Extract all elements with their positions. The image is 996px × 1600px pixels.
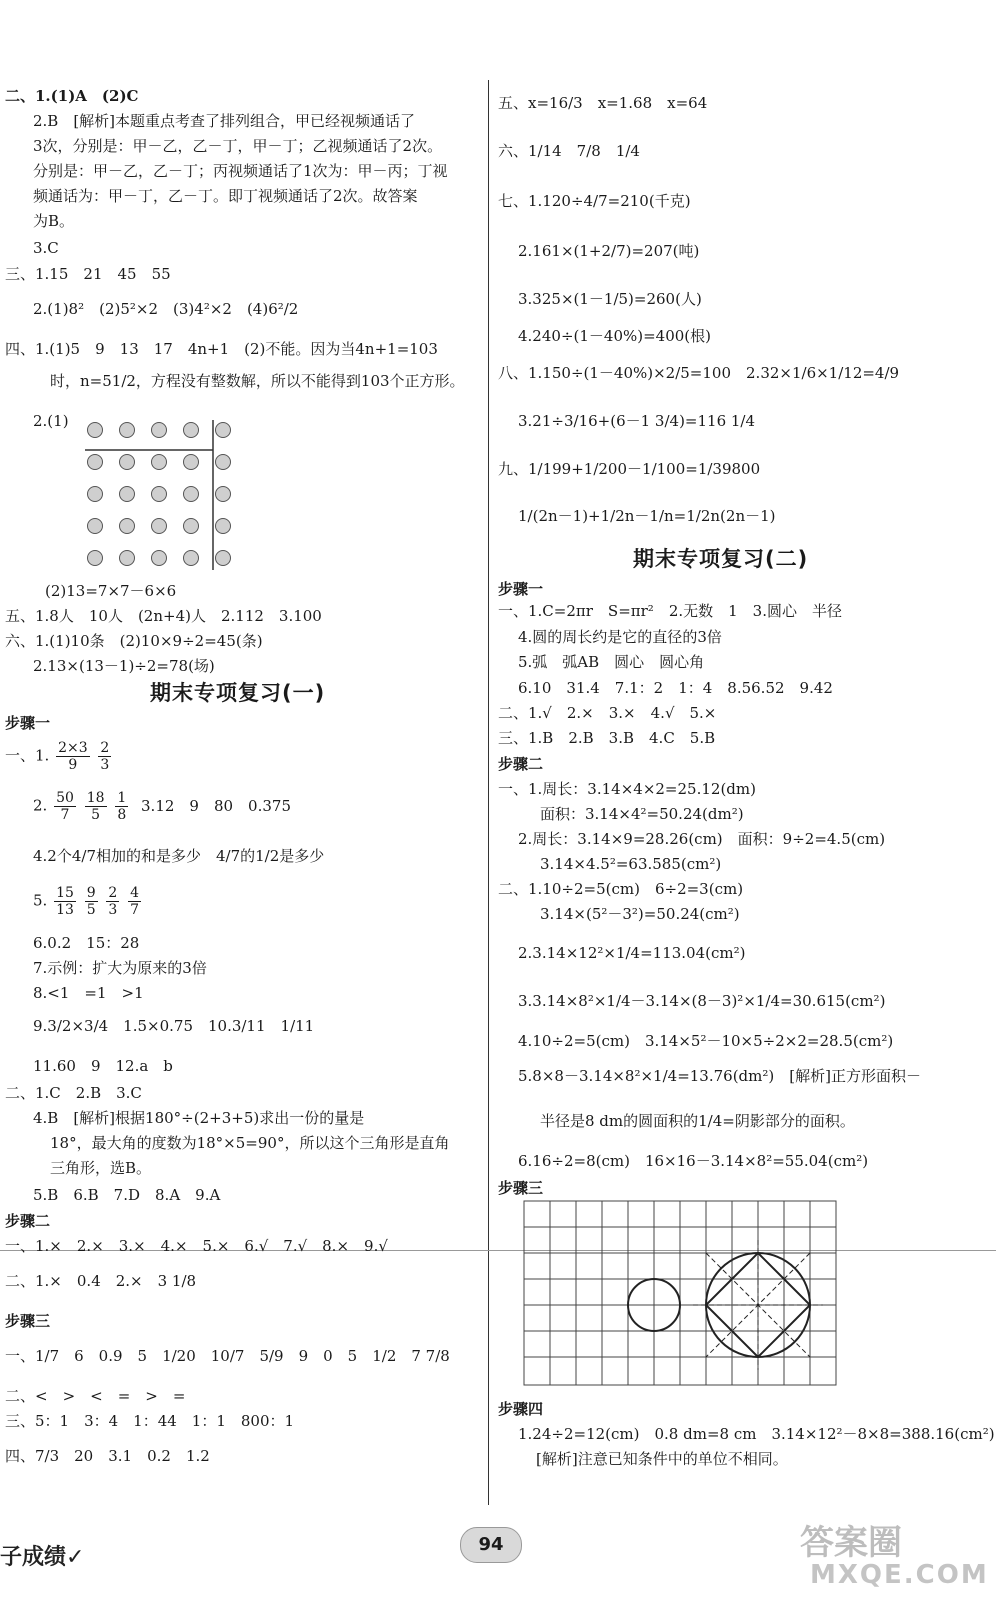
fraction: $\frac{9}{5}$ [86, 885, 96, 918]
dot [215, 454, 231, 470]
answer-line: 5.B 6.B 7.D 8.A 9.A [33, 1186, 221, 1204]
dot [215, 518, 231, 534]
dot [215, 486, 231, 502]
answer-line [5, 740, 113, 773]
dot [183, 518, 199, 534]
step-heading: 步骤二 [5, 1212, 51, 1230]
fraction: $\frac{15}{13}$ [56, 885, 74, 918]
answer-text: 3.12 9 80 0.375 [141, 796, 291, 815]
section-title: 期末专项复习(一) [150, 681, 326, 705]
fraction: $\frac{18}{5}$ [86, 790, 105, 823]
dot [87, 454, 103, 470]
dot [151, 486, 167, 502]
fraction: $\frac{1}{8}$ [117, 790, 127, 823]
answer-label: 一、1. [5, 746, 50, 765]
dot [119, 486, 135, 502]
answer-line: 3.C [33, 239, 59, 257]
grid-circle-figure [523, 1200, 843, 1390]
answer-line: 二、1.C 2.B 3.C [5, 1084, 142, 1102]
answer-line: 2.3.14×12²×1/4=113.04(cm²) [518, 944, 746, 962]
answer-line: 三、5：1 3：4 1：44 1：1 800：1 [5, 1412, 295, 1430]
answer-line: 3.3.14×8²×1/4－3.14×(8－3)²×1/4=30.615(cm²) [518, 992, 886, 1010]
answer-line: 3.14×(5²－3²)=50.24(cm²) [540, 905, 740, 923]
answer-line: 四、7/3 20 3.1 0.2 1.2 [5, 1447, 210, 1465]
dot [119, 454, 135, 470]
answer-label: 5. [33, 891, 48, 910]
answer-line: 3.14×4.5²=63.585(cm²) [540, 855, 722, 873]
answer-line: 2.B [解析]本题重点考查了排列组合，甲已经视频通话了 [33, 112, 416, 130]
answer-line: 八、1.150÷(1－40%)×2/5=100 2.32×1/6×1/12=4/9 [498, 364, 900, 382]
column-divider [488, 80, 489, 1505]
answer-line: 三角形，选B。 [50, 1159, 152, 1177]
dot [119, 422, 135, 438]
answer-line: 5.8×8－3.14×8²×1/4=13.76(dm²) [解析]正方形面积－ [518, 1067, 921, 1085]
answer-line: 一、1/7 6 0.9 5 1/20 10/7 5/9 9 0 5 1/2 7 7/8 [5, 1347, 450, 1365]
fraction: $\frac{4}{7}$ [130, 885, 140, 918]
answer-line: 时，n=51/2，方程没有整数解，所以不能得到103个正方形。 [50, 372, 465, 390]
dot-pattern-figure [85, 420, 245, 580]
dot [87, 550, 103, 566]
publisher-logo: 子成绩✓ [0, 1545, 85, 1570]
watermark-url: MXQE.COM [810, 1560, 989, 1590]
answer-line: 七、1.120÷4/7=210(千克) [498, 192, 691, 210]
dot [87, 422, 103, 438]
answer-line [33, 790, 291, 823]
dot [183, 422, 199, 438]
answer-line: 二、1.√ 2.× 3.× 4.√ 5.× [498, 704, 717, 722]
answer-line: 3.325×(1－1/5)=260(人) [518, 290, 702, 308]
step-heading: 步骤二 [498, 755, 544, 773]
answer-line: 2.周长：3.14×9=28.26(cm) 面积：9÷2=4.5(cm) [518, 830, 886, 848]
answer-line: 六、1.(1)10条 (2)10×9÷2=45(条) [5, 632, 263, 650]
answer-line [33, 885, 143, 918]
answer-line: 3.21÷3/16+(6－1 3/4)=116 1/4 [518, 412, 756, 430]
step-heading: 步骤一 [5, 714, 51, 732]
answer-line: 一、1.周长：3.14×4×2=25.12(dm) [498, 780, 756, 798]
answer-line: 4.2个4/7相加的和是多少 4/7的1/2是多少 [33, 847, 325, 865]
dot [215, 422, 231, 438]
step-heading: 步骤三 [498, 1179, 544, 1197]
fraction: $\frac{50}{7}$ [56, 790, 74, 823]
answer-line: 二、< > < = > = [5, 1387, 186, 1405]
answer-line: 6.16÷2=8(cm) 16×16－3.14×8²=55.04(cm²) [518, 1152, 869, 1170]
answer-line: 六、1/14 7/8 1/4 [498, 142, 640, 160]
answer-line: 4.圆的周长约是它的直径的3倍 [518, 628, 722, 646]
dot [119, 518, 135, 534]
answer-line: 4.10÷2=5(cm) 3.14×5²－10×5÷2×2=28.5(cm²) [518, 1032, 894, 1050]
step-heading: 步骤四 [498, 1400, 544, 1418]
answer-label: 2. [33, 796, 48, 815]
dot [183, 454, 199, 470]
answer-line: 4.B [解析]根据180°÷(2+3+5)求出一份的量是 [33, 1109, 365, 1127]
answer-line: 2.161×(1+2/7)=207(吨) [518, 242, 700, 260]
answer-line: 3次，分别是：甲－乙，乙－丁，甲－丁；乙视频通话了2次。 [33, 137, 443, 155]
answer-line: 8.<1 =1 >1 [33, 984, 144, 1002]
dot [119, 550, 135, 566]
answer-line: 一、1.C=2πr S=πr² 2.无数 1 3.圆心 半径 [498, 602, 842, 620]
answer-line: 九、1/199+1/200－1/100=1/39800 [498, 460, 761, 478]
dot [151, 454, 167, 470]
answer-line: 2.(1)8² (2)5²×2 (3)4²×2 (4)6²/2 [33, 300, 299, 318]
answer-line: 1.24÷2=12(cm) 0.8 dm=8 cm 3.14×12²－8×8=388.16(cm²) [518, 1425, 995, 1443]
answer-line: 2.13×(13－1)÷2=78(场) [33, 657, 215, 675]
dot [183, 550, 199, 566]
answer-line: 四、1.(1)5 9 13 17 4n+1 (2)不能。因为当4n+1=103 [5, 340, 438, 358]
page-number: 94 [460, 1527, 522, 1563]
answer-line: 18°，最大角的度数为18°×5=90°，所以这个三角形是直角 [50, 1134, 450, 1152]
answer-line: 半径是8 dm的圆面积的1/4=阴影部分的面积。 [540, 1112, 855, 1130]
answer-line: 5.弧 弧AB 圆心 圆心角 [518, 653, 705, 671]
answer-line: 一、1.× 2.× 3.× 4.× 5.× 6.√ 7.√ 8.× 9.√ [5, 1237, 388, 1255]
answer-line: 1/(2n－1)+1/2n－1/n=1/2n(2n－1) [518, 507, 776, 525]
answer-line: 二、1.× 0.4 2.× 3 1/8 [5, 1272, 197, 1290]
answer-line: 二、1.10÷2=5(cm) 6÷2=3(cm) [498, 880, 744, 898]
answer-line: 11.60 9 12.a b [33, 1057, 173, 1075]
answer-line: 五、1.8人 10人 (2n+4)人 2.112 3.100 [5, 607, 322, 625]
answer-line: [解析]注意已知条件中的单位不相同。 [536, 1450, 788, 1468]
fraction: $\frac{2\times 3}{9}$ [58, 740, 88, 773]
watermark-text: 答案圈 [800, 1523, 902, 1563]
answer-line: 三、1.15 21 45 55 [5, 265, 171, 283]
answer-line: 2.(1) [33, 412, 69, 430]
answer-line: 频通话为：甲－丁，乙－丁。即丁视频通话了2次。故答案 [33, 187, 418, 205]
dot [215, 550, 231, 566]
dot [151, 518, 167, 534]
answer-line: (2)13=7×7－6×6 [45, 582, 177, 600]
answer-line: 二、1.(1)A (2)C [5, 87, 139, 105]
answer-line: 6.0.2 15：28 [33, 934, 140, 952]
answer-line: 五、x=16/3 x=1.68 x=64 [498, 94, 708, 112]
answer-line: 7.示例：扩大为原来的3倍 [33, 959, 207, 977]
step-heading: 步骤三 [5, 1312, 51, 1330]
section-title: 期末专项复习(二) [633, 547, 809, 571]
answer-line: 面积：3.14×4²=50.24(dm²) [540, 805, 744, 823]
dot [183, 486, 199, 502]
answer-line: 9.3/2×3/4 1.5×0.75 10.3/11 1/11 [33, 1017, 315, 1035]
dot [87, 486, 103, 502]
answer-line: 为B。 [33, 212, 75, 230]
fraction: $\frac{2}{3}$ [108, 885, 118, 918]
fraction: $\frac{2}{3}$ [100, 740, 110, 773]
answer-line: 4.240÷(1－40%)=400(根) [518, 327, 712, 345]
grid-lines [524, 1201, 836, 1385]
dot [151, 422, 167, 438]
answer-line: 6.10 31.4 7.1：2 1：4 8.56.52 9.42 [518, 679, 833, 697]
step-heading: 步骤一 [498, 580, 544, 598]
dot [151, 550, 167, 566]
dot [87, 518, 103, 534]
answer-line: 三、1.B 2.B 3.B 4.C 5.B [498, 729, 716, 747]
answer-line: 分别是：甲－乙，乙－丁；丙视频通话了1次为：甲－丙；丁视 [33, 162, 448, 180]
